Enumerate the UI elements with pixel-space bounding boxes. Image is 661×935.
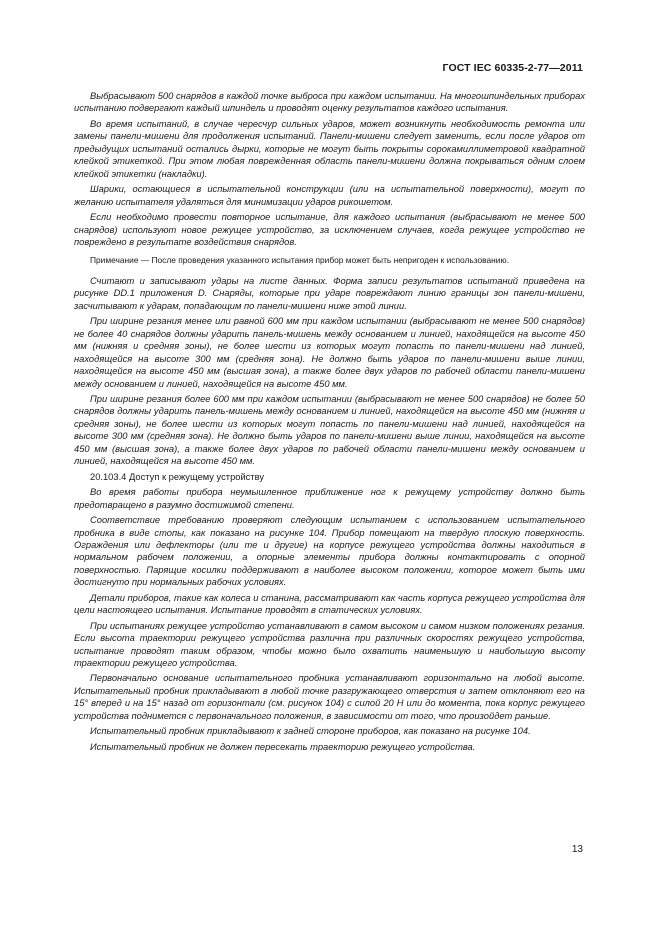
- standard-code: ГОСТ IEC 60335-2-77—2011: [442, 62, 583, 74]
- paragraph: Соответствие требованию проверяют следующим испытанием с использованием испытательного пробника в виде стопы, как показано на рисунке 104. Прибор помещают на твердую плоскую поверхность. Ограждения или дефлекторы (или те и другие) на корпусе режущего устройства должны находиться в нормальном рабочем положении, а опорные элементы прибора должны контактировать с опорной поверхностью. Парящие косилки поддерживают в наиболее высоком положении, которое может быть ими достигнуто при нормальных рабочих условиях.: [74, 515, 585, 588]
- paragraph: Считают и записывают удары на листе данных. Форма записи результатов испытаний приведена на рисунке DD.1 приложения D. Снаряды, которые при ударе повреждают линию границы зон панели-мишени, засчитывают к ударам, попадающим по панели-мишени ниже этой линии.: [74, 275, 585, 311]
- paragraph: Во время работы прибора неумышленное приближение ног к режущему устройству должно быть предотвращено в разумно достижимой степени.: [74, 487, 585, 510]
- paragraph: Испытательный пробник не должен пересекать траекторию режущего устройства.: [90, 741, 476, 752]
- page-number: 13: [571, 844, 583, 855]
- body-text: [74, 90, 585, 756]
- paragraph: Детали приборов, такие как колеса и станина, рассматривают как часть корпуса режущего устройства для цели настоящего испытания. Испытание проводят в статических условиях.: [74, 592, 585, 616]
- paragraph: Выбрасывают 500 снарядов в каждой точке выброса при каждом испытании. На многошпиндельных приборах испытанию подвергают каждый шпиндель и проводят оценку результатов каждого испытания.: [74, 91, 585, 114]
- paragraph: Во время испытаний, в случае чересчур сильных ударов, может возникнуть необходимость ремонта или замены панели-мишени для продолжения испытаний. Панели-мишени следует заменить, если после ударов от предыдущих испытаний остались дырки, которые не могут быть покрыты сорокамиллиметровой квадратной клейкой этикеткой. При этом любая поврежденная область панели-мишени должна покрываться одним слоем клейкой этикетки (накладки).: [74, 118, 585, 179]
- paragraph: При ширине резания менее или равной 600 мм при каждом испытании (выбрасывают не менее 500 снарядов) не более 40 снарядов должны ударить панель-мишень между основанием и линией, находящейся на высоте 450 мм (нижняя и средняя зоны), не более шести из которых могут попасть по панели-мишени над линией, находящейся на высоте 300 мм (средняя зона). Не должно быть ударов по панели-мишени выше линии, находящейся на высоте 450 мм (высшая зона), а также более двух ударов по рабочей области панели-мишени между основанием и линией, находящейся на высоте 450 мм.: [74, 316, 585, 389]
- section-heading: 20.103.4 Доступ к режущему устройству: [90, 471, 265, 482]
- note-paragraph: Примечание — После проведения указанного испытания прибор может быть непригоден к использованию.: [90, 255, 510, 266]
- paragraph: Шарики, остающиеся в испытательной конструкции (или на испытательной поверхности), могут по желанию испытателя удаляться для минимизации ударов рикошетом.: [74, 184, 585, 207]
- paragraph: При ширине резания более 600 мм при каждом испытании (выбрасывают не менее 500 снарядов) не более 50 снарядов должны ударить панель-мишень между основанием и линией, находящейся на высоте 450 мм (нижняя и средняя зоны), не более шести из которых могут попасть по панели-мишени над линией, находящейся на высоте 300 мм (средняя зона). Не должно быть ударов по панели-мишени выше линии, находящейся на высоте 450 мм (высшая зона), а также более двух ударов по рабочей области панели-мишени между основанием и линией, находящейся на высоте 450 мм.: [74, 393, 585, 467]
- paragraph: При испытаниях режущее устройство устанавливают в самом высоком и самом низком положениях резания. Если высота траектории режущего устройства различна при различных скоростях режущего устройства, испытание проводят таким образом, чтобы можно было охватить наименьшую и наибольшую высоту траектории режущего устройства.: [74, 620, 585, 669]
- paragraph: Первоначально основание испытательного пробника устанавливают горизонтально на любой высоте. Испытательный пробник прикладывают в любой точке разгружающего отверстия и затем отклоняют его на 15° вперед и на 15° назад от горизонтали (см. рисунок 104) с силой 20 Н или до момента, пока корпус режущего устройства поднимется с первоначального положения, в зависимости от того, что произойдет раньше.: [74, 673, 585, 721]
- paragraph: Испытательный пробник прикладывают к задней стороне приборов, как показано на рисунке 104.: [90, 726, 531, 737]
- paragraph: Если необходимо провести повторное испытание, для каждого испытания (выбрасывают не менее 500 снарядов) используют новое режущее устройство, за исключением случаев, когда режущее устройство не повреждено в результате воздействия снарядов.: [74, 212, 585, 247]
